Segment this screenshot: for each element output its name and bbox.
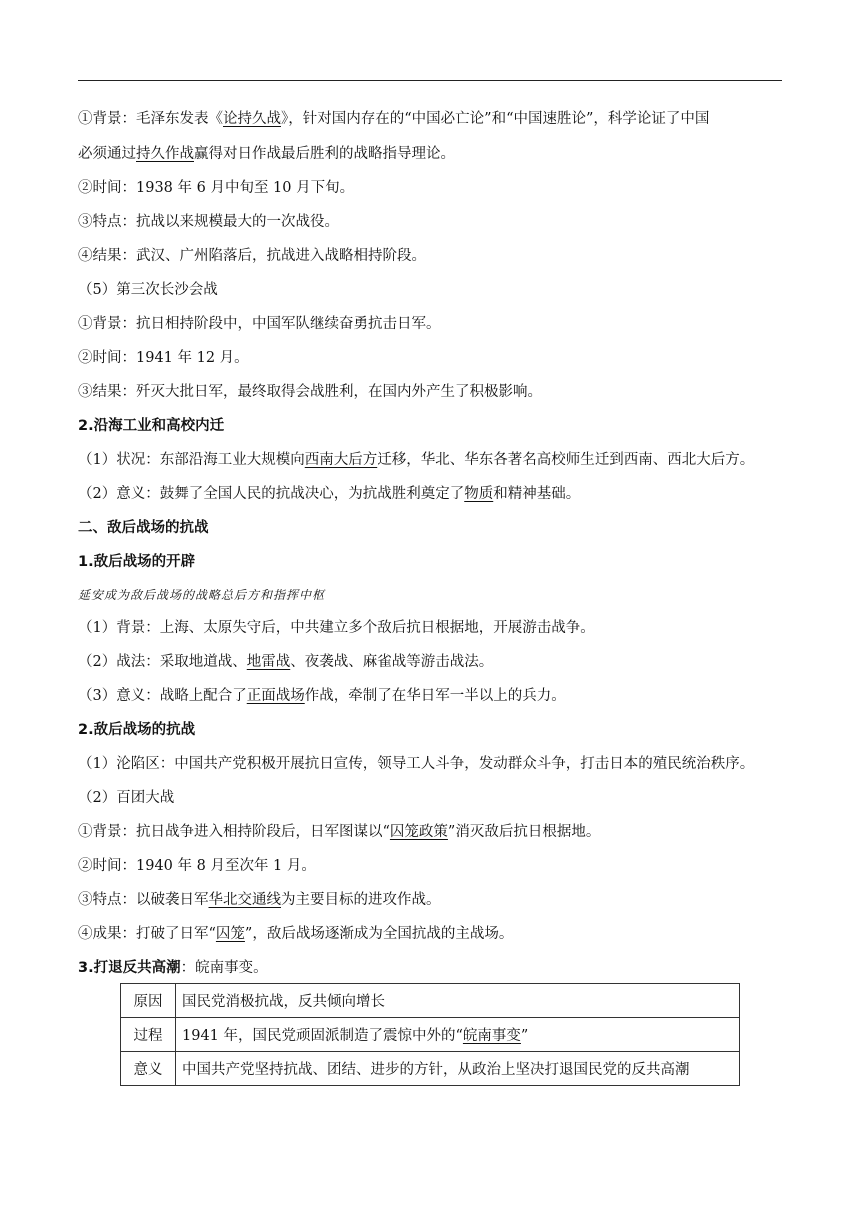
line-2: 必须通过持久作战赢得对日作战最后胜利的战略指导理论。 xyxy=(78,146,455,162)
line-17: （2）战法：采取地道战、地雷战、夜袭战、麻雀战等游击战法。 xyxy=(78,654,494,670)
line-25: ④成果：打破了日军“囚笼”，敌后战场逐渐成为全国抗战的主战场。 xyxy=(78,926,514,942)
section-heading-industry: 2.沿海工业和高校内迁 xyxy=(78,418,225,434)
table-row xyxy=(121,1052,740,1086)
table-value-cell: 国民党消极抗战，反共倾向增长 xyxy=(176,984,740,1018)
line-12: （2）意义：鼓舞了全国人民的抗战决心，为抗战胜利奠定了物质和精神基础。 xyxy=(78,486,581,502)
line-23: ②时间：1940 年 8 月至次年 1 月。 xyxy=(78,858,316,874)
table-value-cell: 中国共产党坚持抗战、团结、进步的方针，从政治上坚决打退国民党的反共高潮 xyxy=(176,1052,740,1086)
section-heading-anti-communist: 3.打退反共高潮：皖南事变。 xyxy=(78,960,268,976)
line-9: ③结果：歼灭大批日军，最终取得会战胜利，在国内外产生了积极影响。 xyxy=(78,384,542,400)
line-1: ①背景：毛泽东发表《论持久战》，针对国内存在的“中国必亡论”和“中国速胜论”，科学论证了中国 xyxy=(78,111,710,127)
line-18: （3）意义：战略上配合了正面战场作战，牵制了在华日军一半以上的兵力。 xyxy=(78,688,566,704)
line-24: ③特点：以破袭日军华北交通线为主要目标的进攻作战。 xyxy=(78,892,441,908)
table-key-cell: 过程 xyxy=(121,1018,176,1052)
table-key-cell: 原因 xyxy=(121,984,176,1018)
line-16: （1）背景：上海、太原失守后，中共建立多个敌后抗日根据地，开展游击战争。 xyxy=(78,620,595,636)
line-20: （1）沦陷区：中国共产党积极开展抗日宣传，领导工人斗争，发动群众斗争，打击日本的殖民统治秩序。 xyxy=(78,756,755,772)
line-22: ①背景：抗日战争进入相持阶段后，日军图谋以“囚笼政策”消灭敌后抗日根据地。 xyxy=(78,824,601,840)
line-6: （5）第三次长沙会战 xyxy=(78,282,218,298)
line-11: （1）状况：东部沿海工业大规模向西南大后方迁移，华北、华东各著名高校师生迁到西南、西北大后方。 xyxy=(78,452,755,468)
table-row xyxy=(121,984,740,1018)
summary-table xyxy=(120,983,740,1086)
header-rule xyxy=(78,80,782,81)
section-heading-opening: 1.敌后战场的开辟 xyxy=(78,554,196,570)
line-5: ④结果：武汉、广州陷落后，抗战进入战略相持阶段。 xyxy=(78,248,426,264)
line-4: ③特点：抗战以来规模最大的一次战役。 xyxy=(78,214,339,230)
line-8: ②时间：1941 年 12 月。 xyxy=(78,350,249,366)
handwritten-note: 延安成为敌后战场的战略总后方和指挥中枢 xyxy=(78,588,326,602)
section-heading-resistance: 2.敌后战场的抗战 xyxy=(78,722,196,738)
line-7: ①背景：抗日相持阶段中，中国军队继续奋勇抗击日军。 xyxy=(78,316,441,332)
line-21: （2）百团大战 xyxy=(78,790,175,806)
table-key-cell: 意义 xyxy=(121,1052,176,1086)
chapter-heading: 二、敌后战场的抗战 xyxy=(78,520,209,536)
table-row xyxy=(121,1018,740,1052)
table-value-cell: 1941 年，国民党顽固派制造了震惊中外的“皖南事变” xyxy=(176,1018,740,1052)
line-3: ②时间：1938 年 6 月中旬至 10 月下旬。 xyxy=(78,180,355,196)
